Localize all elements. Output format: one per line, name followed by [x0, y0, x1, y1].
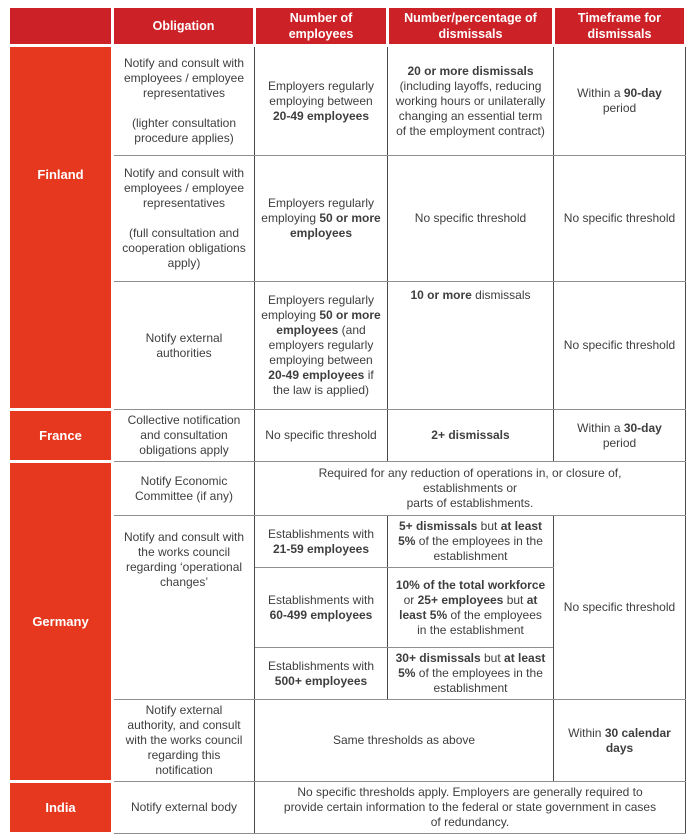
- india-span-no-thresholds: No specific thresholds apply. Employers are generally required to provide certain information to the federal or state government in cases of redundancy.: [255, 782, 686, 834]
- germany-obligation-3: Notify external authority, and consult with the works council regarding this notification: [113, 700, 255, 782]
- france-employees: No specific threshold: [255, 410, 388, 462]
- germany-obligation-2: Notify and consult with the works council regarding ‘operational changes’: [113, 516, 255, 700]
- finland-dismissals-2: No specific threshold: [388, 156, 554, 282]
- germany-row-1: [9, 462, 686, 516]
- finland-dismissals-1: 20 or more dismissals (including layoffs, reducing working hours or unilaterally changing an essential term of the employment contract): [388, 46, 554, 156]
- finland-obligation-3: Notify external authorities: [113, 282, 255, 410]
- country-cell-finland: Finland: [9, 46, 113, 410]
- finland-employees-3: Employers regularly employing 50 or more employees (and employers regularly employing between 20-49 employees if the law is applied): [255, 282, 388, 410]
- germany-employees-21-59: Establishments with 21-59 employees: [255, 516, 388, 568]
- india-row: [9, 782, 686, 834]
- header-number-of-employees: Number of employees: [255, 7, 388, 46]
- germany-dismissals-21-59: 5+ dismissals but at least 5% of the employees in the establishment: [388, 516, 554, 568]
- germany-timeframe-2: No specific threshold: [554, 516, 686, 700]
- redundancy-regulations-table: [7, 5, 687, 835]
- country-cell-germany: Germany: [9, 462, 113, 782]
- france-timeframe: Within a 30-day period: [554, 410, 686, 462]
- finland-obligation-2: Notify and consult with employees / employee representatives (full consultation and cooperation obligations apply): [113, 156, 255, 282]
- finland-dismissals-3: 10 or more dismissals: [388, 282, 554, 410]
- finland-timeframe-2: No specific threshold: [554, 156, 686, 282]
- france-dismissals: 2+ dismissals: [388, 410, 554, 462]
- country-cell-france: France: [9, 410, 113, 462]
- germany-obligation-1: Notify Economic Committee (if any): [113, 462, 255, 516]
- india-obligation: Notify external body: [113, 782, 255, 834]
- germany-employees-60-499: Establishments with 60-499 employees: [255, 568, 388, 648]
- header-country-cell: [9, 7, 113, 46]
- germany-employees-500plus: Establishments with 500+ employees: [255, 648, 388, 700]
- finland-obligation-1: Notify and consult with employees / employee representatives (lighter consultation procedure applies): [113, 46, 255, 156]
- finland-timeframe-1: Within a 90-day period: [554, 46, 686, 156]
- finland-row-1: [9, 46, 686, 156]
- germany-span-reduction: Required for any reduction of operations in, or closure of, establishments or parts of establishments.: [255, 462, 686, 516]
- finland-employees-2: Employers regularly employing 50 or more employees: [255, 156, 388, 282]
- germany-timeframe-3: Within 30 calendar days: [554, 700, 686, 782]
- france-obligation: Collective notification and consultation obligations apply: [113, 410, 255, 462]
- header-row: [9, 7, 686, 46]
- france-row: [9, 410, 686, 462]
- header-number-percentage-dismissals: Number/percentage of dismissals: [388, 7, 554, 46]
- finland-employees-1: Employers regularly employing between 20-49 employees: [255, 46, 388, 156]
- country-cell-india: India: [9, 782, 113, 834]
- germany-dismissals-500plus: 30+ dismissals but at least 5% of the employees in the establishment: [388, 648, 554, 700]
- header-timeframe: Timeframe for dismissals: [554, 7, 686, 46]
- finland-timeframe-3: No specific threshold: [554, 282, 686, 410]
- germany-span-same-thresholds: Same thresholds as above: [255, 700, 554, 782]
- germany-dismissals-60-499: 10% of the total workforce or 25+ employees but at least 5% of the employees in the establishment: [388, 568, 554, 648]
- header-obligation: Obligation: [113, 7, 255, 46]
